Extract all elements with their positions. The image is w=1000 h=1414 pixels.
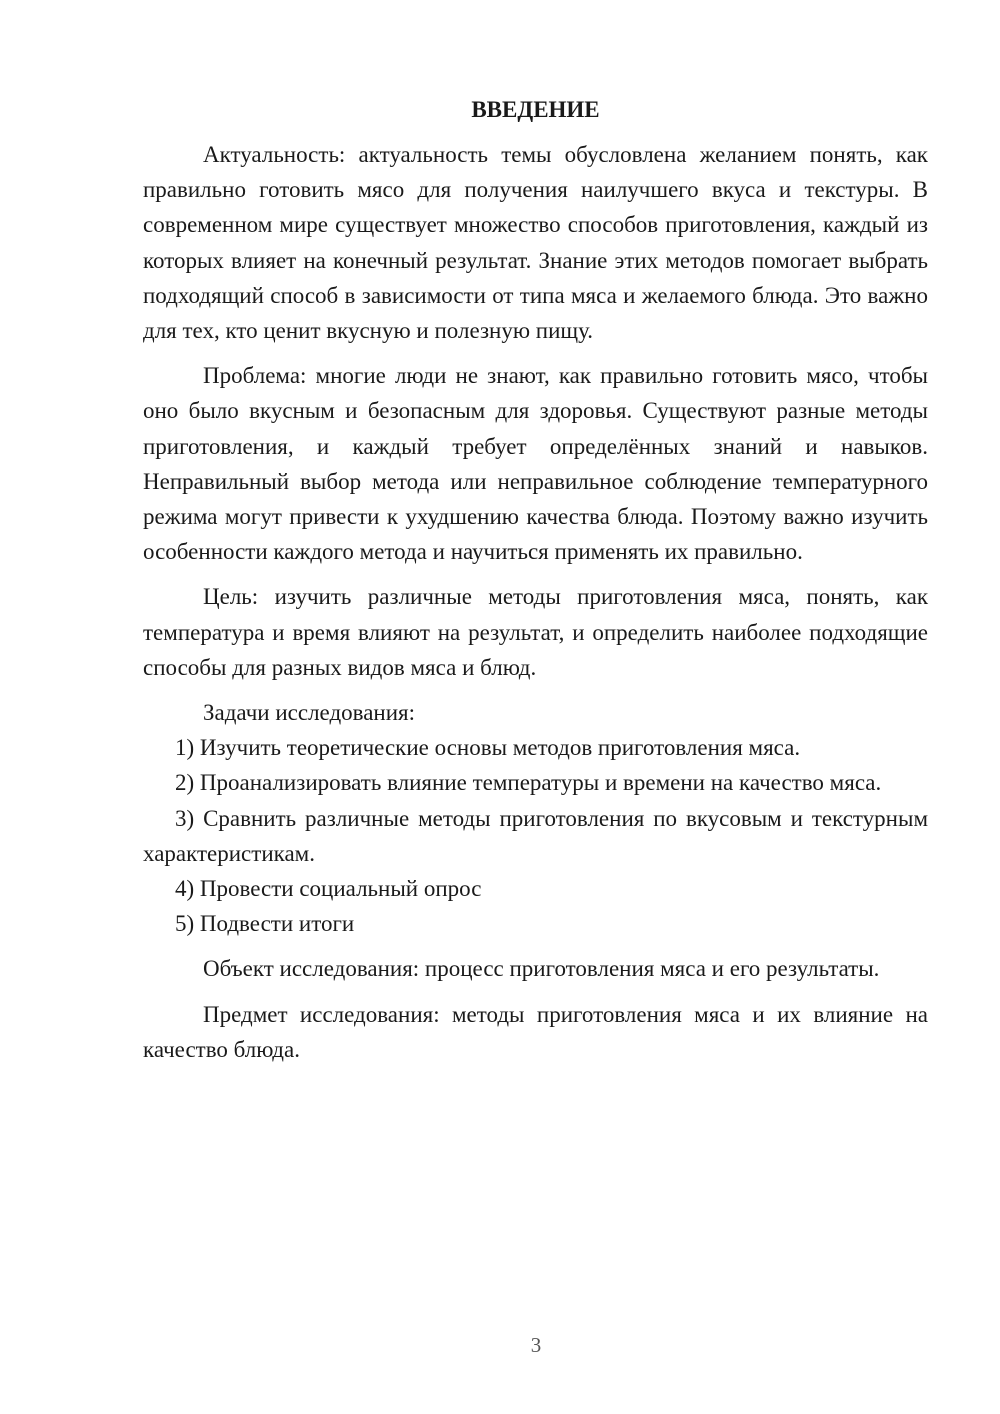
tasks-heading: Задачи исследования: xyxy=(203,700,416,726)
subject-paragraph: Предмет исследования: методы приготовления мяса и их влияние на качество блюда. xyxy=(143,1001,928,1062)
task-list-item-3: 3) Сравнить различные методы приготовления по вкусовым и текстурным характеристикам. xyxy=(143,805,928,866)
document-body xyxy=(143,92,928,1067)
task-list-item-5: 5) Подвести итоги xyxy=(175,911,355,937)
goal-paragraph: Цель: изучить различные методы приготовления мяса, понять, как температура и время влияют на результат, и определить наиболее подходящие способы для разных видов мяса и блюд. xyxy=(143,584,928,680)
problem-paragraph: Проблема: многие люди не знают, как правильно готовить мясо, чтобы оно было вкусным и безопасным для здоровья. Существуют разные методы приготовления, и каждый требует определённых знаний и навыков. Неправильный выбор метода или неправильное соблюдение температурного режима могут привести к ухудшению качества блюда. Поэтому важно изучить особенности каждого метода и научиться применять их правильно. xyxy=(143,363,928,565)
page-number: 3 xyxy=(530,1333,542,1357)
task-list-item-4: 4) Провести социальный опрос xyxy=(175,876,482,902)
task-list-item-2: 2) Проанализировать влияние температуры и времени на качество мяса. xyxy=(175,770,882,796)
task-list-item-1: 1) Изучить теоретические основы методов приготовления мяса. xyxy=(175,735,801,761)
section-title: ВВЕДЕНИЕ xyxy=(471,97,600,122)
relevance-paragraph: Актуальность: актуальность темы обусловлена желанием понять, как правильно готовить мясо для получения наилучшего вкуса и текстуры. В современном мире существует множество способов приготовления, каждый из которых влияет на конечный результат. Знание этих методов помогает выбрать подходящий способ в зависимости от типа мяса и желаемого блюда. Это важно для тех, кто ценит вкусную и полезную пищу. xyxy=(143,142,928,344)
object-paragraph: Объект исследования: процесс приготовления мяса и его результаты. xyxy=(203,956,880,982)
